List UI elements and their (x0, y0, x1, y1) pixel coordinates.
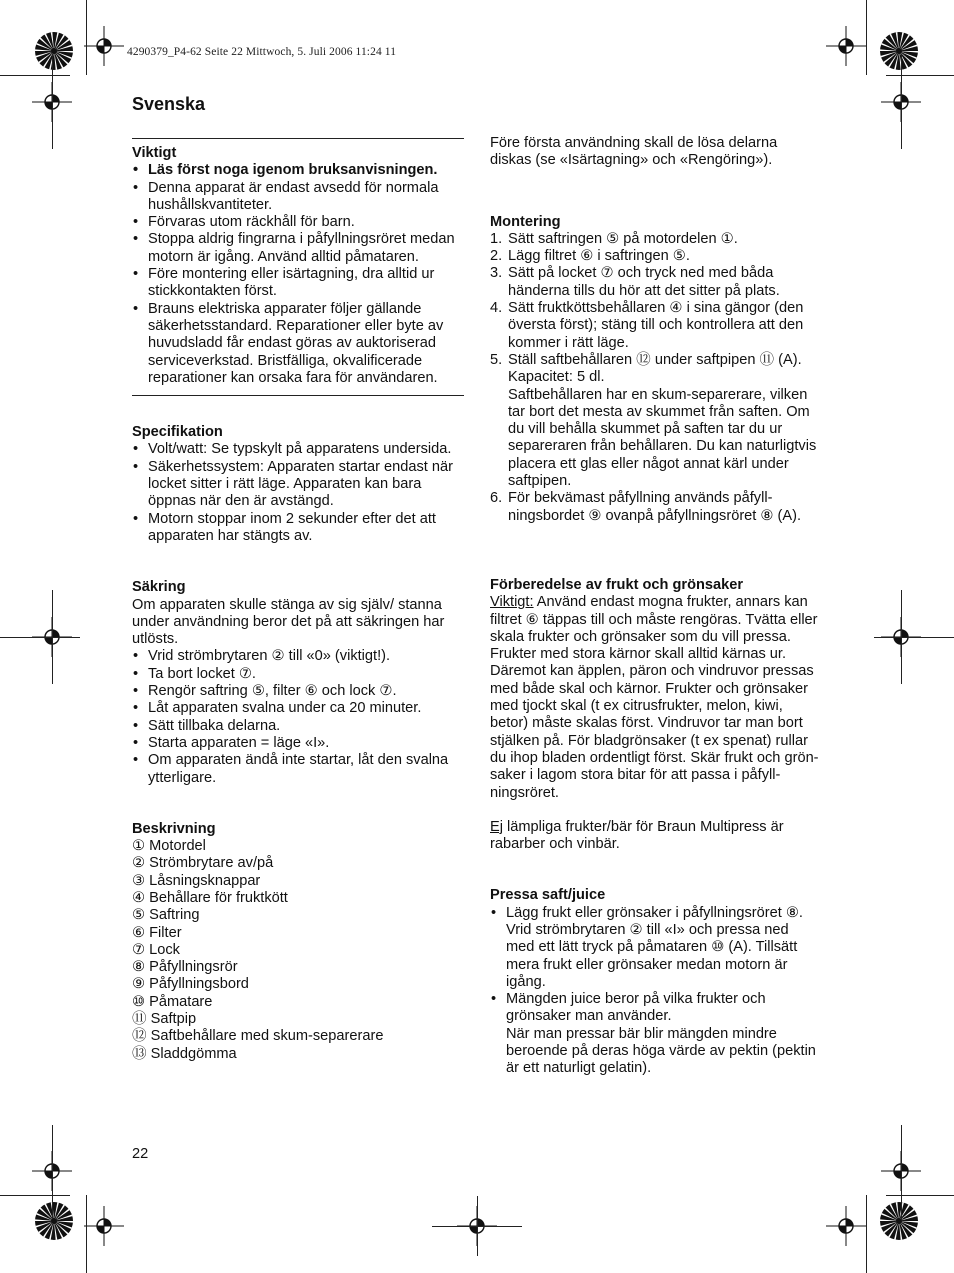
crop-mark (901, 1125, 902, 1219)
star-target-icon (34, 1201, 74, 1241)
list-item: • Denna apparat är endast avsedd för normala hushållskvantiteter. (132, 180, 464, 215)
pressa-list (490, 905, 820, 1078)
specifikation-list (132, 441, 464, 545)
registration-mark-icon (826, 1206, 866, 1246)
list-item: • Säkerhetssystem: Apparaten startar endast när locket sitter i rätt läge. Apparaten kan bara öppnas när den är avstängd. (132, 459, 464, 511)
list-item: • Lägg frukt eller grönsaker i påfyllningsröret ⑧. Vrid strömbrytaren ② till «I» och pressa ned med ett lätt tryck på påmataren ⑩ (A). Tillsätt mera frukt eller grönsaker medan motorn är igång. (490, 905, 820, 991)
section-heading-specifikation: Specifikation (132, 424, 223, 441)
list-item: 5. Ställ saftbehållaren ⑫ under saftpipen ⑪ (A). Kapacitet: 5 dl. Saftbehållaren har en skum-separerare, vilken tar bort det mesta av skummet från saften. Om du vill behålla skummet på saften tar du ur separeraren från behållaren. Du kan naturligtvis placera ett glas eller något annat kärl under saftpipen. (490, 351, 817, 490)
crop-mark (86, 1195, 87, 1273)
list-item: 4. Sätt fruktköttsbehållaren ④ i sina gängor (den översta först); stäng till och kontrollera att den kommer i rätt läge. (490, 300, 804, 351)
viktigt-list (132, 162, 464, 387)
sakring-list (132, 648, 464, 786)
list-item: • Sätt tillbaka delarna. (132, 718, 464, 735)
list-item: ② Strömbrytare av/på (132, 855, 274, 872)
list-item: • Låt apparaten svalna under ca 20 minuter. (132, 700, 464, 717)
forberedelse-paragraph: Viktigt: Använd endast mogna frukter, annars kan filtret ⑥ täppas till och måste rengöras. Tvätta eller skala frukter och grönsaker som du vill pressa. Frukter med stora kärnor skall alltid kärnas ur. Däremot kan äpplen, päron och vindruvor pressas med både skal och kärnor. Frukter och grönsaker med tjockt skal (t ex citrusfrukter, melon, kiwi, betor) måste skalas först. Vindruvor tar man bort stjälken på. För bladgrönsaker (t ex spenat) rullar du ihop bladen ordentligt först. Skär frukt och grön-saker i lagom stora bitar för att passa i påfyll-ningsröret. (490, 594, 819, 801)
section-heading-forberedelse: Förberedelse av frukt och grönsaker (490, 576, 744, 593)
forberedelse-note: Ej lämpliga frukter/bär för Braun Multipress är rabarber och vinbär. (490, 818, 784, 853)
sakring-intro: Om apparaten skulle stänga av sig själv/ stanna under användning beror det på att säkringen har utlösts. (132, 596, 445, 648)
list-item: ⑩ Påmatare (132, 993, 213, 1010)
star-target-icon (879, 1201, 919, 1241)
list-item: 2. Lägg filtret ⑥ i saftringen ⑤. (490, 248, 690, 265)
crop-mark (866, 1195, 867, 1273)
registration-mark-icon (84, 26, 124, 66)
crop-mark (0, 637, 80, 638)
crop-mark (52, 55, 53, 149)
list-item: • Ta bort locket ⑦. (132, 666, 464, 683)
list-item: • Vrid strömbrytaren ② till «0» (viktigt!). (132, 648, 464, 665)
left-column (132, 138, 464, 1063)
section-heading-pressa: Pressa saft/juice (490, 887, 606, 904)
intro-paragraph: Före första användning skall de lösa delarna diskas (se «Isärtagning» och «Rengöring»). (490, 135, 778, 169)
crop-mark (0, 75, 70, 76)
registration-mark-icon (84, 1206, 124, 1246)
list-item: ⑬ Sladdgömma (132, 1045, 237, 1062)
crop-mark (866, 0, 867, 75)
list-item: ⑥ Filter (132, 924, 182, 941)
page-number: 22 (132, 1146, 149, 1162)
right-column (490, 135, 820, 1078)
list-item: ⑫ Saftbehållare med skum-separerare (132, 1028, 384, 1045)
list-item: • Stoppa aldrig fingrarna i påfyllningsröret medan motorn är igång. Använd alltid påmataren. (132, 231, 464, 266)
list-item: ⑤ Saftring (132, 907, 200, 924)
list-item: • Motorn stoppar inom 2 sekunder efter det att apparaten har stängts av. (132, 511, 464, 546)
list-item: ⑦ Lock (132, 941, 180, 958)
list-item: • Före montering eller isärtagning, dra alltid ur stickkontakten först. (132, 266, 464, 301)
list-item: • Om apparaten ändå inte startar, låt den svalna ytterligare. (132, 752, 464, 787)
crop-mark (52, 1125, 53, 1219)
list-item: • Rengör saftring ⑤, filter ⑥ och lock ⑦. (132, 683, 464, 700)
list-item: 3. Sätt på locket ⑦ och tryck ned med båda händerna tills du hör att det sitter på plats. (490, 265, 780, 299)
crop-mark (52, 590, 53, 684)
list-item: • Förvaras utom räckhåll för barn. (132, 214, 464, 231)
montering-list (490, 231, 820, 525)
list-item: ⑧ Påfyllningsrör (132, 959, 238, 976)
registration-mark-icon (826, 26, 866, 66)
section-heading-montering: Montering (490, 213, 561, 230)
list-item: 1. Sätt saftringen ⑤ på motordelen ①. (490, 230, 738, 247)
list-item: ⑨ Påfyllningsbord (132, 976, 249, 993)
star-target-icon (879, 31, 919, 71)
list-item: • Starta apparaten = läge «I». (132, 735, 464, 752)
list-item: • Mängden juice beror på vilka frukter och grönsaker man använder. När man pressar bär blir mängden mindre beroende på deras höga värde av pektin (pektin är ett naturligt gelatin). (490, 991, 820, 1077)
crop-mark (886, 75, 954, 76)
star-target-icon (34, 31, 74, 71)
page-title: Svenska (132, 94, 206, 114)
beskrivning-list (132, 838, 464, 1063)
list-item: • Läs först noga igenom bruksanvisningen. (132, 162, 464, 179)
list-item: • Brauns elektriska apparater följer gällande säkerhetsstandard. Reparationer eller byte av huvudsladd får endast göras av auktoriserad serviceverkstad. Bristfälliga, okvalificerade reparationer kan orsaka fara för användaren. (132, 301, 464, 387)
crop-mark (86, 0, 87, 75)
crop-mark (477, 1196, 478, 1256)
crop-mark (901, 55, 902, 149)
section-heading-beskrivning: Beskrivning (132, 820, 216, 837)
crop-mark (901, 590, 902, 684)
section-heading-sakring: Säkring (132, 579, 186, 596)
crop-mark (0, 1195, 70, 1196)
print-header: 4290379_P4-62 Seite 22 Mittwoch, 5. Juli 2006 11:24 11 (127, 46, 397, 58)
crop-mark (874, 637, 954, 638)
list-item: ⑪ Saftpip (132, 1011, 197, 1028)
list-item: 6. För bekvämast påfyllning används påfyll-ningsbordet ⑨ ovanpå påfyllningsröret ⑧ (A). (490, 490, 802, 524)
crop-mark (886, 1195, 954, 1196)
section-heading-viktigt: Viktigt (132, 145, 177, 161)
list-item: ① Motordel (132, 838, 206, 855)
list-item: ④ Behållare för fruktkött (132, 889, 288, 906)
list-item: ③ Låsningsknappar (132, 872, 261, 889)
list-item: • Volt/watt: Se typskylt på apparatens undersida. (132, 441, 464, 458)
